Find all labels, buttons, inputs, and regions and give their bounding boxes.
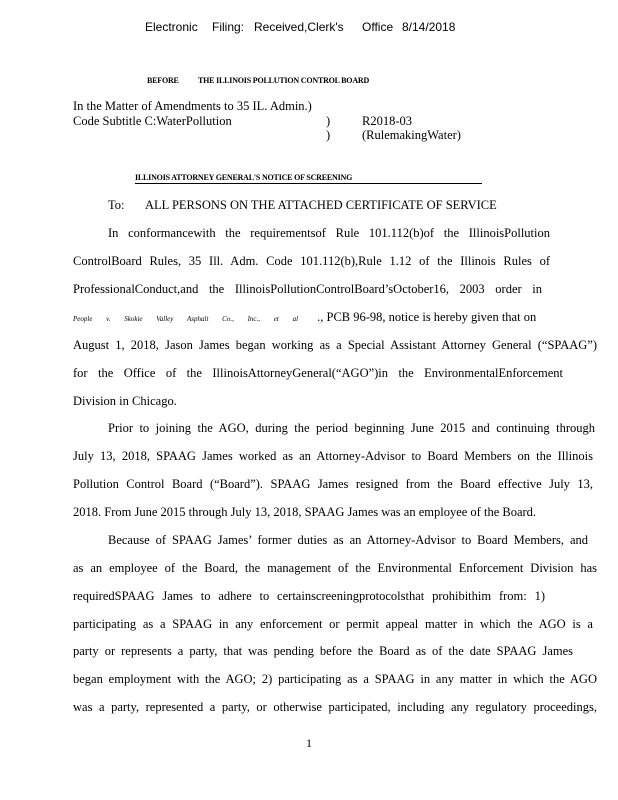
to-value: ALL PERSONS ON THE ATTACHED CERTIFICATE OF SERVICE — [145, 198, 497, 212]
caption-before: BEFORE — [147, 76, 179, 85]
paragraph-3-line-6: began employment with the AGO; 2) participating as a SPAAG in any matter in which the AGO — [73, 672, 597, 686]
paragraph-1-line-4 — [73, 310, 536, 325]
case-citation-name: People v. Skokie Valley Asphalt Co., Inc., et al — [73, 315, 299, 323]
stamp-filing: Filing: — [212, 20, 245, 34]
paragraph-1-line-3: ProfessionalConduct,and the IllinoisPollutionControlBoard’sOctober16, 2003 order in — [73, 282, 542, 296]
paragraph-1-line-2: ControlBoard Rules, 35 Ill. Adm. Code 101.112(b),Rule 1.12 of the Illinois Rules of — [73, 254, 550, 268]
paragraph-1-line-6: for the Office of the IllinoisAttorneyGeneral(“AGO”)in the EnvironmentalEnforcement — [73, 366, 563, 380]
paragraph-3-line-5: party or represents a party, that was pending before the Board as of the date SPAAG James — [73, 644, 573, 658]
paragraph-1-line-7: Division in Chicago. — [73, 394, 177, 408]
caption-board-name: THE ILLINOIS POLLUTION CONTROL BOARD — [198, 76, 370, 85]
caption-docket-number: R2018-03 — [362, 114, 412, 128]
paragraph-1-line-1: In conformancewith the requirementsof Rule 101.112(b)of the IllinoisPollution — [108, 226, 550, 240]
stamp-electronic: Electronic — [145, 20, 198, 34]
stamp-date: 8/14/2018 — [402, 20, 456, 34]
paragraph-2-line-3: Pollution Control Board (“Board”). SPAAG James resigned from the Board effective July 13, — [73, 477, 593, 491]
paragraph-3-line-4: participating as a SPAAG in any enforcement or permit appeal matter in which the AGO is a — [73, 617, 593, 631]
paragraph-3-line-2: as an employee of the Board, the management of the Environmental Enforcement Division has — [73, 561, 597, 575]
caption-paren-2: ) — [326, 128, 331, 142]
caption-docket-type: (RulemakingWater) — [362, 128, 461, 142]
caption-paren-1: ) — [326, 114, 331, 128]
caption-matter-line-2: Code Subtitle C:WaterPollution — [73, 114, 232, 128]
page-number: 1 — [306, 736, 312, 750]
stamp-received: Received,Clerk's — [254, 20, 344, 34]
caption-matter-line-1: In the Matter of Amendments to 35 IL. Admin.) — [73, 99, 312, 113]
paragraph-3-line-7: was a party, represented a party, or otherwise participated, including any regulatory proceedings, — [73, 700, 597, 714]
paragraph-1-line-4-rest: ., PCB 96-98, notice is hereby given that on — [317, 310, 537, 324]
stamp-office: Office — [362, 20, 394, 34]
paragraph-2-line-1: Prior to joining the AGO, during the period beginning June 2015 and continuing through — [108, 421, 595, 435]
paragraph-3-line-1: Because of SPAAG James’ former duties as an Attorney-Advisor to Board Members, and — [108, 533, 588, 547]
to-label: To: — [108, 198, 125, 212]
paragraph-3-line-3: requiredSPAAG James to adhere to certainscreeningprotocolsthat prohibithim from: 1) — [73, 589, 545, 603]
paragraph-2-line-2: July 13, 2018, SPAAG James worked as an Attorney-Advisor to Board Members on the Illinois — [73, 449, 593, 463]
paragraph-1-line-5: August 1, 2018, Jason James began working as a Special Assistant Attorney General (“SPAAG”) — [73, 338, 597, 352]
paragraph-2-line-4: 2018. From June 2015 through July 13, 2018, SPAAG James was an employee of the Board. — [73, 505, 537, 519]
notice-title: ILLINOIS ATTORNEY GENERAL'S NOTICE OF SCREENING — [135, 173, 353, 182]
title-underline — [135, 183, 482, 184]
